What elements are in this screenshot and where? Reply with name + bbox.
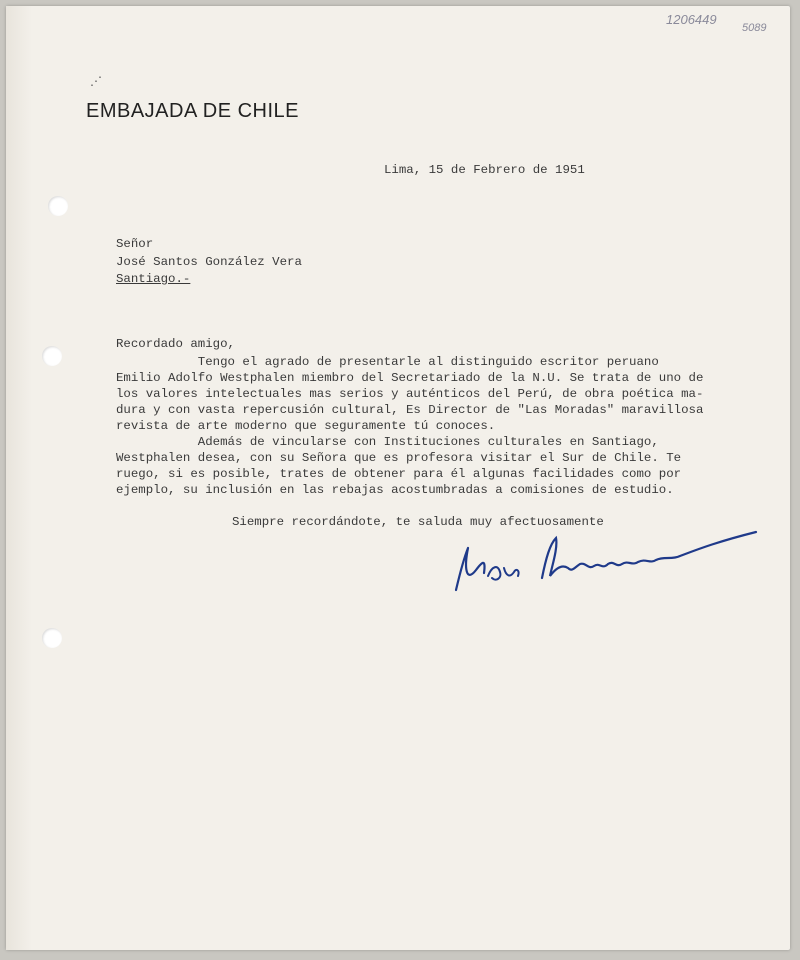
closing-line: Siempre recordándote, te saluda muy afectuosamente <box>232 515 604 529</box>
letterhead: EMBAJADA DE CHILE <box>86 100 300 122</box>
recipient-title: Señor <box>116 237 154 251</box>
archive-number: 1206449 <box>666 12 717 27</box>
letter-page <box>6 6 790 950</box>
body-line: revista de arte moderno que seguramente tú conoces. <box>116 419 496 433</box>
body-line: dura y con vasta repercusión cultural, Es Director de "Las Moradas" maravillosa <box>116 403 704 417</box>
punch-hole-bottom <box>42 628 62 648</box>
date-line: Lima, 15 de Febrero de 1951 <box>384 163 585 177</box>
recipient-name: José Santos González Vera <box>116 255 302 269</box>
punch-hole-top <box>48 196 68 216</box>
body-line: ejemplo, su inclusión en las rebajas acostumbradas a comisiones de estudio. <box>116 483 674 497</box>
paper-edge-shade <box>6 6 32 950</box>
punch-hole-middle <box>42 346 62 366</box>
body-line: Westphalen desea, con su Señora que es profesora visitar el Sur de Chile. Te <box>116 451 682 465</box>
greeting: Recordado amigo, <box>116 337 235 351</box>
recipient-city: Santiago.- <box>116 272 191 286</box>
body-line: Tengo el agrado de presentarle al distinguido escritor peruano <box>116 355 659 369</box>
body-line: ruego, si es posible, trates de obtener para él algunas facilidades como por <box>116 467 682 481</box>
body-line: Además de vincularse con Instituciones culturales en Santiago, <box>116 435 659 449</box>
ink-mark: ⋰ <box>90 74 102 88</box>
archive-code: 5089 <box>742 22 767 34</box>
body-line: Emilio Adolfo Westphalen miembro del Secretariado de la N.U. Se trata de uno de <box>116 371 704 385</box>
handwritten-signature <box>446 518 766 608</box>
body-line: los valores intelectuales mas serios y auténticos del Perú, de obra poética ma- <box>116 387 704 401</box>
